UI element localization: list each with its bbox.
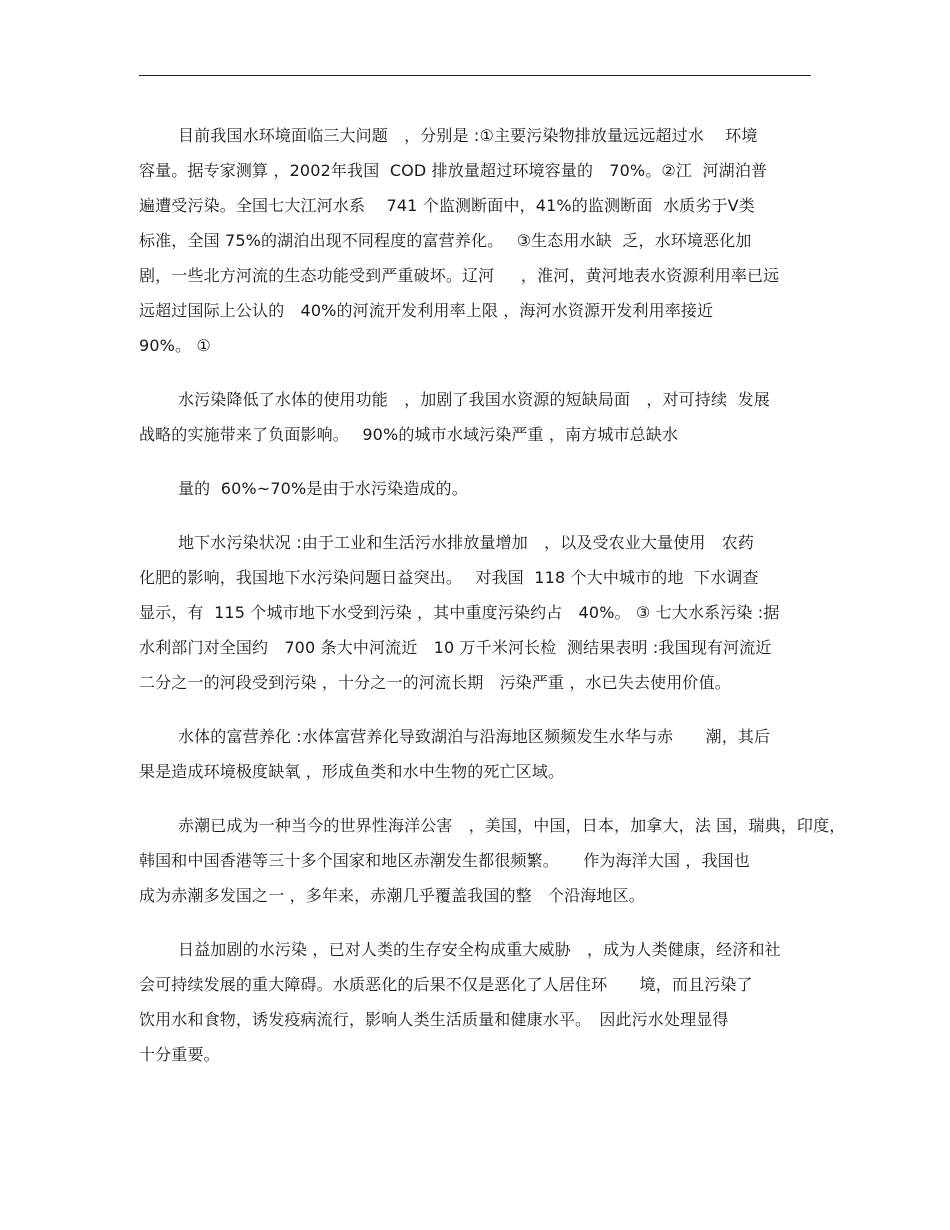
text-line: 目前我国水环境面临三大问题 ，分别是 :①主要污染物排放量远远超过水 环境	[178, 126, 758, 145]
text-line: 水体的富营养化 :水体富营养化导致湖泊与沿海地区频频发生水华与赤 潮，其后	[178, 727, 771, 746]
text-line: 水利部门对全国约 700 条大中河流近 10 万千米河长检 测结果表明 :我国现有河流近	[139, 638, 772, 657]
text-line: 90%。 ①	[139, 336, 211, 355]
text-line: 远超过国际上公认的 40%的河流开发利用率上限 ，海河水资源开发利用率接近	[139, 301, 714, 320]
text-line: 战略的实施带来了负面影响。 90%的城市水域污染严重 ，南方城市总缺水	[139, 425, 679, 444]
text-line: 遍遭受污染。全国七大江河水系 741 个监测断面中，41%的监测断面 水质劣于Ⅴ类	[139, 196, 755, 215]
text-line: 会可持续发展的重大障碍。水质恶化的后果不仅是恶化了人居住环 境，而且污染了	[139, 975, 753, 994]
text-line: 量的 60%~70%是由于水污染造成的。	[178, 479, 468, 498]
text-line: 成为赤潮多发国之一 ，多年来，赤潮几乎覆盖我国的整 个沿海地区。	[139, 886, 645, 905]
text-line: 地下水污染状况 :由于工业和生活污水排放量增加 ，以及受农业大量使用 农药	[178, 533, 755, 552]
header-rule	[139, 75, 811, 76]
text-line: 标准，全国 75%的湖泊出现不同程度的富营养化。 ③生态用水缺 乏，水环境恶化加	[139, 231, 752, 250]
text-line: 显示，有 115 个城市地下水受到污染 ，其中重度污染约占 40%。 ③ 七大水系污染 :据	[139, 603, 780, 622]
text-line: 赤潮已成为一种当今的世界性海洋公害 ，美国，中国，日本，加拿大，法 国，瑞典，印度，	[178, 816, 846, 835]
text-line: 化肥的影响，我国地下水污染问题日益突出。 对我国 118 个大中城市的地 下水调查	[139, 568, 759, 587]
text-line: 水污染降低了水体的使用功能 ，加剧了我国水资源的短缺局面 ，对可持续 发展	[178, 390, 770, 409]
text-line: 十分重要。	[139, 1045, 220, 1064]
text-line: 剧，一些北方河流的生态功能受到严重破坏。辽河 ，淮河，黄河地表水资源利用率已远	[139, 266, 780, 285]
text-line: 二分之一的河段受到污染 ，十分之一的河流长期 污染严重 ，水已失去使用价值。	[139, 673, 731, 692]
text-line: 日益加剧的水污染 ，已对人类的生存安全构成重大威胁 ，成为人类健康，经济和社	[178, 940, 781, 959]
text-line: 容量。据专家测算 ，2002年我国 COD 排放量超过环境容量的 70%。②江 河湖泊普	[139, 161, 768, 180]
text-line: 韩国和中国香港等三十多个国家和地区赤潮发生都很频繁。 作为海洋大国 ，我国也	[139, 851, 750, 870]
text-line: 饮用水和食物，诱发疫病流行，影响人类生活质量和健康水平。 因此污水处理显得	[139, 1010, 729, 1029]
text-line: 果是造成环境极度缺氧 ，形成鱼类和水中生物的死亡区域。	[139, 762, 565, 781]
